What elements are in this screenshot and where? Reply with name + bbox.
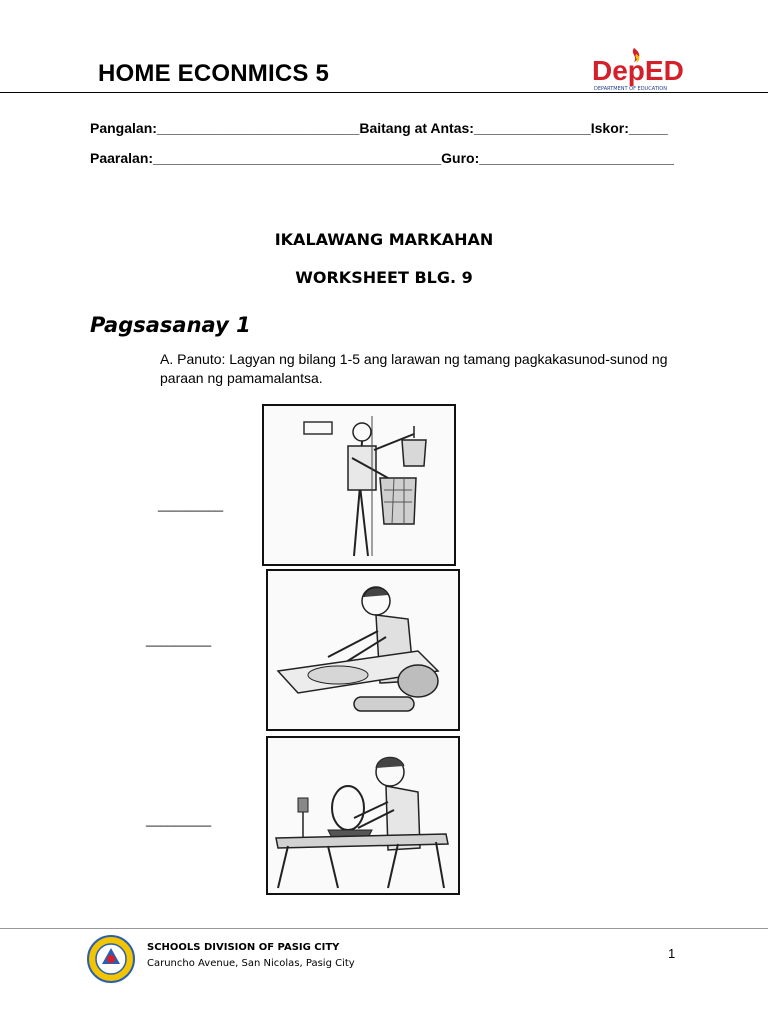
school-division-address: Caruncho Avenue, San Nicolas, Pasig City bbox=[147, 958, 355, 969]
worksheet-heading: WORKSHEET BLG. 9 bbox=[295, 268, 473, 287]
deped-logo bbox=[590, 44, 690, 92]
exercise-instruction: A. Panuto: Lagyan ng bilang 1-5 ang larawan ng tamang pagkakasunod-sunod ng paraan ng pamamalantsa. bbox=[160, 351, 668, 386]
quarter-heading: IKALAWANG MARKAHAN bbox=[274, 230, 494, 249]
illustration-ironing bbox=[266, 736, 460, 895]
logo-subtext: DEPARTMENT OF EDUCATION bbox=[594, 86, 667, 92]
illustration-hanging-clothes bbox=[262, 404, 456, 566]
answer-blank-3: _________ bbox=[146, 812, 212, 827]
footer-divider bbox=[0, 928, 768, 929]
document-title: HOME ECONMICS 5 bbox=[98, 60, 330, 87]
answer-blank-2: _________ bbox=[146, 632, 212, 647]
school-info-line: Paaralan:_____________________________________Guro:_________________________ bbox=[90, 150, 674, 166]
page-number: 1 bbox=[668, 946, 676, 961]
logo-wordmark: DepED bbox=[592, 55, 684, 86]
student-info-line: Pangalan:__________________________Baitang at Antas:_______________Iskor:_____ bbox=[90, 120, 668, 136]
header-divider bbox=[0, 92, 768, 93]
exercise-title: Pagsasanay 1 bbox=[90, 313, 251, 337]
illustration-folding-clothes bbox=[266, 569, 460, 731]
school-division-name: SCHOOLS DIVISION OF PASIG CITY bbox=[147, 942, 340, 953]
pasig-city-seal bbox=[86, 934, 136, 984]
answer-blank-1: _________ bbox=[158, 497, 224, 512]
